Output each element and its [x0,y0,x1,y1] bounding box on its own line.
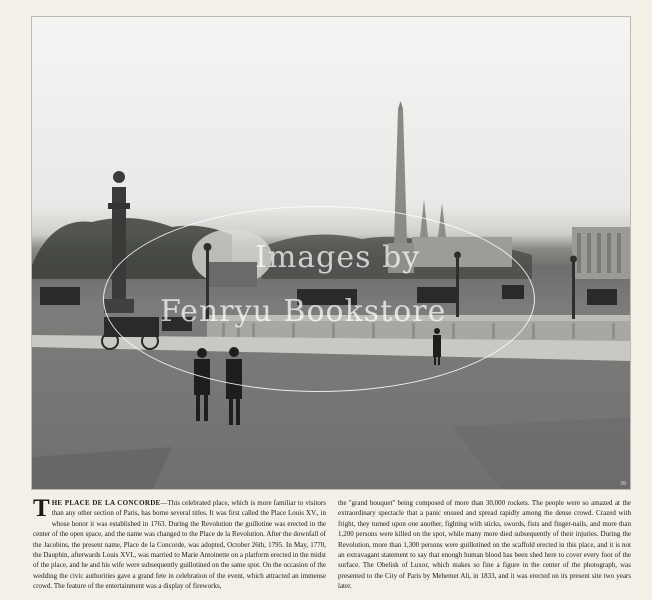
dropcap: T [33,495,50,522]
caption-text-1: —This celebrated place, which is more familiar to visitors than any other section of Paris, has borne several titles. It was first called the Place Louis XV., in whose honor it was established in 1763. During the Revolution the guillotine was erected in the center of the open space, and the name was changed to the Place de la Revolution. After the downfall of the Jacobins, the present name, Place de la Concorde, was adopted, October 26th, 1795. In May, 1770, the Dauphin, afterwards Louis XVI., was married to Marie Antoinette on a platform erected in the midst of the place, and he and his wife were subsequently guillotined on the same spot. On the occasion of the wedding the civic authorities gave a grand fete in celebration of the event, which attracted an immense crowd. The feature of the entertainment was a display of fireworks, [33,499,326,591]
caption-title: HE PLACE DE LA CONCORDE [51,499,161,507]
caption-text-2: the ''grand bouquet'' being composed of more than 30,000 rockets. The people were so amazed at the extraordinary spectacle that a panic ensued and spread rapidly among the dense crowd. Crazed with fright, they turned upon one another, fighting with sticks, swords, fists and finger-nails, and more than 1,200 persons were killed on the spot, while many more died subsequently of their injuries. During the Revolution, more than 1,300 persons were guillotined on the scaffold erected in this place, and it is not an extravagant statement to say that enough human blood has been shed here to cover every foot of the surface. The Obelisk of Luxor, which makes so fine a figure in the center of the photograph, was presented to the City of Paris by Mehemet Ali, in 1833, and it was erected on its present site two years later. [338,499,631,591]
watermark-text-line1: Images by [255,240,421,275]
watermark-text-line2: Fenryu Bookstore [160,294,447,329]
plate-number: 39 [620,481,626,487]
caption [33,495,631,591]
caption-column-1 [33,495,326,591]
caption-column-2 [338,498,631,590]
